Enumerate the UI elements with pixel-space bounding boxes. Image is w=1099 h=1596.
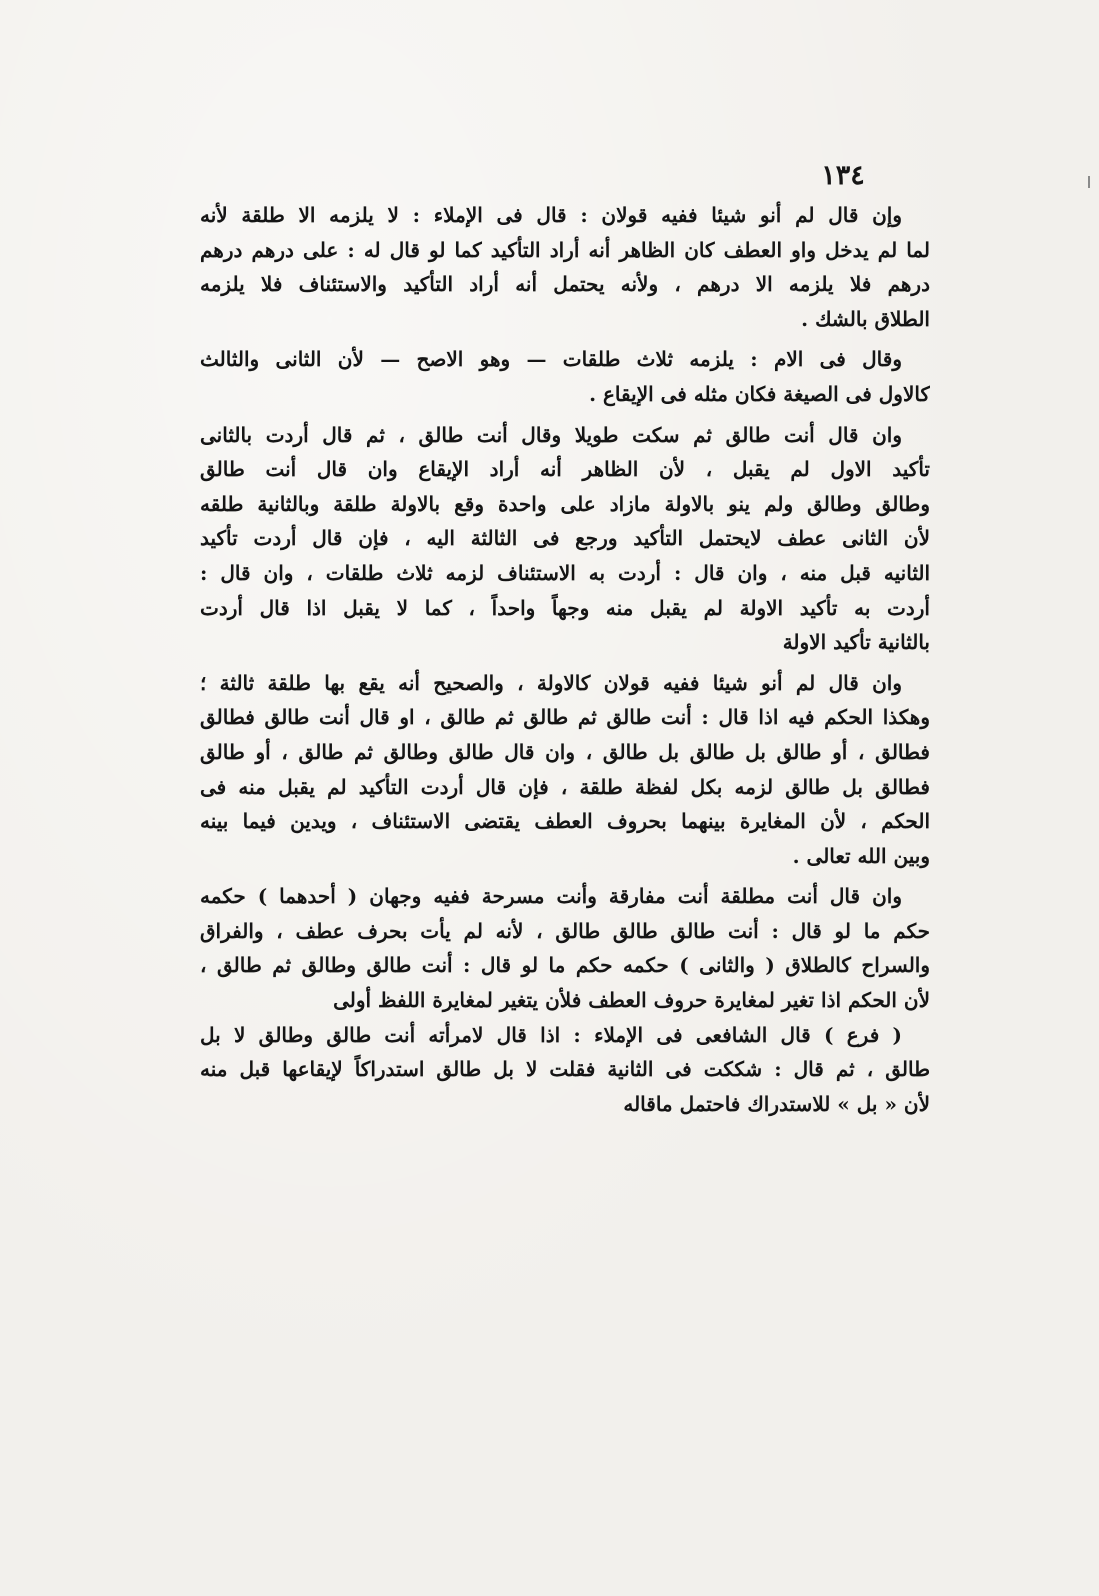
text-line: لما لم يدخل واو العطف كان الظاهر أنه أراد التأكيد كما لو قال له : على درهم درهم: [200, 237, 930, 262]
text-line: بالثانية تأكيد الاولة: [782, 630, 930, 655]
paragraph: [200, 1018, 930, 1122]
text-line: وطالق وطالق ولم ينو بالاولة مازاد على واحدة وقع بالاولة طلقة وبالثانية طلقه: [200, 491, 930, 516]
paragraph: [200, 198, 930, 336]
text-line: وقال فى الام : يلزمه ثلاث طلقات — وهو الاصح — لأن الثانى والثالث: [200, 347, 902, 372]
text-line: لأن « بل » للاستدراك فاحتمل ماقاله: [623, 1091, 930, 1116]
text-line: فطالق بل طالق لزمه بكل لفظة طلقة ، فإن قال أردت التأكيد لم يقبل منه فى: [200, 774, 930, 799]
text-line: حكم ما لو قال : أنت طالق طالق طالق ، لأنه لم يأت بحرف عطف ، والفراق: [200, 918, 930, 943]
text-line: وإن قال لم أنو شيئا ففيه قولان : قال فى الإملاء : لا يلزمه الا طلقة لأنه: [200, 203, 902, 227]
body-text: [200, 198, 930, 1121]
text-line: طالق ، ثم قال : شككت فى الثانية فقلت لا بل طالق استدراكاً لإيقاعها قبل منه: [200, 1057, 930, 1082]
page-number: ١٣٤: [821, 160, 865, 191]
text-line: وهكذا الحكم فيه اذا قال : أنت طالق ثم طالق ثم طالق ، او قال أنت طالق فطالق: [200, 705, 930, 730]
text-line: ( فرع ) قال الشافعى فى الإملاء : اذا قال لامرأته أنت طالق وطالق لا بل: [200, 1022, 902, 1047]
text-line: وبين الله تعالى .: [792, 843, 930, 868]
text-line: وان قال لم أنو شيئا ففيه قولان كالاولة ، والصحيح أنه يقع بها طلقة ثالثة ؛: [200, 670, 902, 695]
paragraph: [200, 418, 930, 660]
text-line: فطالق ، أو طالق بل طالق بل طالق ، وان قال طالق وطالق ثم طالق ، أو طالق: [200, 739, 930, 764]
text-line: الطلاق بالشك .: [801, 306, 930, 331]
text-line: الثانيه قبل منه ، وان قال : أردت به الاستئناف لزمه ثلاث طلقات ، وان قال :: [200, 560, 930, 585]
text-line: لأن الحكم اذا تغير لمغايرة حروف العطف فلأن يتغير لمغايرة اللفظ أولى: [333, 988, 930, 1013]
paragraph: [200, 342, 930, 411]
paragraph: [200, 666, 930, 874]
text-line: درهم فلا يلزمه الا درهم ، ولأنه يحتمل أنه أراد التأكيد والاستئناف فلا يلزمه: [200, 272, 930, 297]
text-line: أردت به تأكيد الاولة لم يقبل منه وجهاً واحداً ، كما لا يقبل اذا قال أردت: [200, 595, 930, 620]
text-line: وان قال أنت مطلقة أنت مفارقة وأنت مسرحة ففيه وجهان ( أحدهما ) حكمه: [200, 884, 902, 909]
scan-edge-mark: [1088, 176, 1090, 188]
text-line: لأن الثانى عطف لايحتمل التأكيد ورجع فى الثالثة اليه ، فإن قال أردت تأكيد: [200, 526, 930, 551]
text-line: والسراح كالطلاق ( والثانى ) حكمه حكم ما لو قال : أنت طالق وطالق ثم طالق ،: [200, 953, 930, 978]
text-line: تأكيد الاول لم يقبل ، لأن الظاهر أنه أراد الإيقاع وان قال أنت طالق: [200, 457, 930, 482]
text-line: الحكم ، لأن المغايرة بينهما بحروف العطف يقتضى الاستئناف ، ويدين فيما بينه: [200, 809, 930, 834]
paragraph: [200, 879, 930, 1017]
text-line: وان قال أنت طالق ثم سكت طويلا وقال أنت طالق ، ثم قال أردت بالثانى: [200, 422, 902, 447]
text-line: كالاول فى الصيغة فكان مثله فى الإيقاع .: [589, 381, 930, 406]
